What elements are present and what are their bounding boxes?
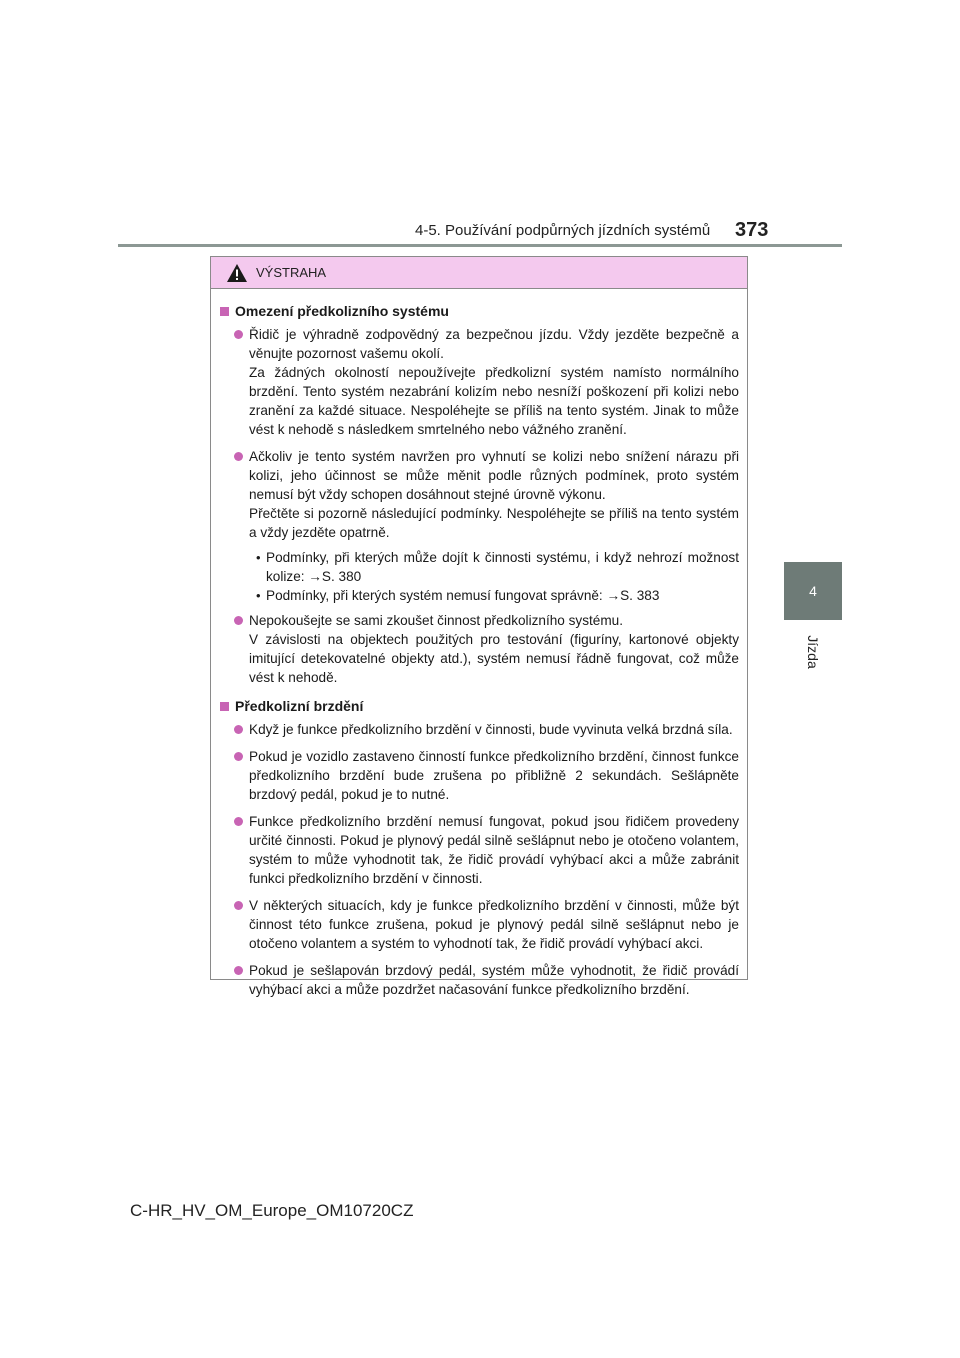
list-item [219,325,739,439]
paragraph: Nepokoušejte se sami zkoušet činnost předkolizního systému. [249,613,624,628]
paragraph: V některých situacích, kdy je funkce předkolizního brzdění v činnosti, může být činnost této funkce zrušena, pokud je plynový pedál silně sešlápnut nebo je otočeno volantem a systém to vyhodnotí tak, že řidič provádí vyhýbací akci. [249,898,739,951]
round-bullet-icon [234,616,243,625]
paragraph: Za žádných okolností nepoužívejte předkolizní systém namísto normálního brzdění. Tento systém nezabrání kolizím nebo nesníží poškození při kolizi nebo zranění za každé situace. Nespoléhejte se příliš na tento systém. Jinak to může vést k nehodě s následkem smrtelného nebo vážného zranění. [249,365,739,437]
section-title-text: Omezení předkolizního systému [235,303,449,319]
header-title: 4-5. Používání podpůrných jízdních systémů [415,222,711,239]
document-code: C-HR_HV_OM_Europe_OM10720CZ [130,1201,414,1220]
note-text: Podmínky, při kterých může dojít k činnosti systému, i když nehrozí možnost kolize: →S. 380 [266,550,739,584]
round-bullet-icon [234,452,243,461]
list-item [219,447,739,542]
round-bullet-icon [234,330,243,339]
paragraph: Ačkoliv je tento systém navržen pro vyhnutí se kolizi nebo snížení nárazu při kolizi, jeho účinnost se může měnit podle různých podmínek, proto systém nemusí být vždy schopen dosáhnout stejné úrovně výkonu. [249,449,739,502]
paragraph: Pokud je sešlapován brzdový pedál, systém může vyhodnotit, že řidič provádí vyhýbací akci a může pozdržet načasování funkce předkolizního brzdění. [249,963,739,997]
warning-box [210,256,748,997]
paragraph: V závislosti na objektech použitých pro testování (figuríny, kartonové objekty imitující detekovatelné objekty atd.), systém nemusí řádně fungovat, což může vést k nehodě. [249,632,739,685]
note-item [219,548,739,586]
paragraph: Řidič je výhradně zodpovědný za bezpečnou jízdu. Vždy jezděte bezpečně a věnujte pozornost vašemu okolí. [249,327,739,361]
round-bullet-icon [234,725,243,734]
square-bullet-icon [220,702,229,711]
round-bullet-icon [234,817,243,826]
small-bullet-icon: • [256,550,261,565]
list-item [219,961,739,999]
round-bullet-icon [234,901,243,910]
section-title-text: Předkolizní brzdění [235,698,364,714]
warning-body [211,289,747,999]
paragraph: Když je funkce předkolizního brzdění v činnosti, bude vyvinuta velká brzdná síla. [249,722,733,737]
square-bullet-icon [220,307,229,316]
small-bullet-icon: • [256,588,261,603]
header-rule [118,244,842,247]
round-bullet-icon [234,752,243,761]
paragraph: Přečtěte si pozorně následující podmínky. Nespoléhejte se příliš na tento systém a vždy jezděte opatrně. [249,506,739,540]
paragraph: Pokud je vozidlo zastaveno činností funkce předkolizního brzdění, činnost funkce předkolizního brzdění bude zrušena po přibližně 2 sekundách. Sešlápněte brzdový pedál, pokud je to nutné. [249,749,739,802]
note-text: Podmínky, při kterých systém nemusí fungovat správně: →S. 383 [266,588,660,603]
list-item [219,720,739,739]
paragraph: Funkce předkolizního brzdění nemusí fungovat, pokud jsou řidičem provedeny určité činnosti. Pokud je plynový pedál silně sešlápnut nebo je otočeno volantem, systém to může vyhodnotit tak, že řidič provádí vyhýbací akci a může zabránit funkci předkolizního brzdění v činnosti. [249,814,739,886]
chapter-tab: 4 [784,562,842,620]
page-number: 373 [735,219,769,241]
warning-triangle-icon [226,263,248,283]
chapter-label: Jízda [805,635,821,669]
note-item [219,586,739,605]
list-item [219,611,739,687]
list-item [219,747,739,804]
list-item [219,812,739,888]
section-title [219,302,739,321]
warning-title: VÝSTRAHA [256,265,327,280]
warning-header [211,257,747,289]
round-bullet-icon [234,966,243,975]
list-item [219,896,739,953]
note-list [219,548,739,605]
section-title [219,697,739,716]
